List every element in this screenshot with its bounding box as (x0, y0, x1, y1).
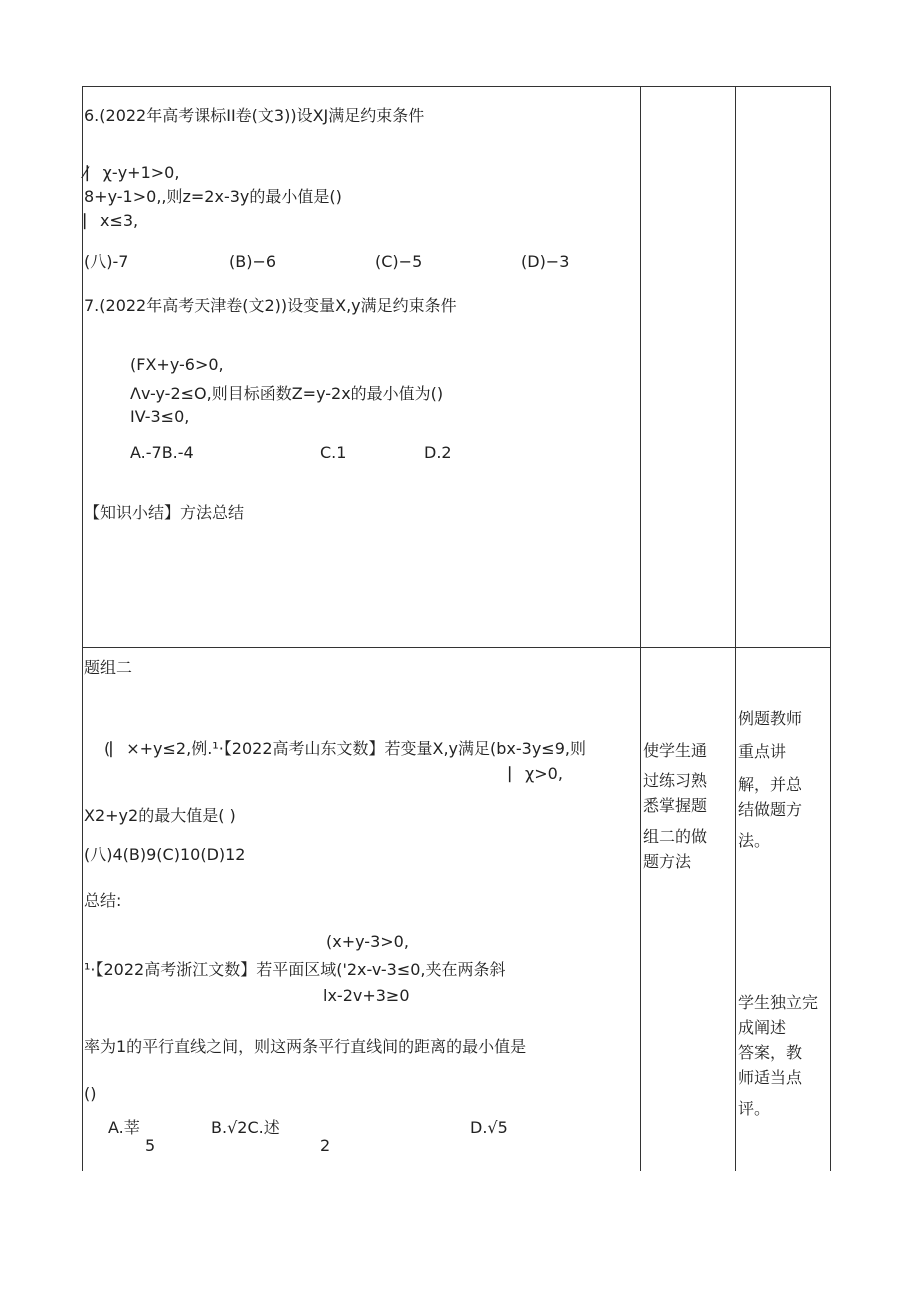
example-2-question: 率为1的平行直线之间，则这两条平行直线间的距离的最小值是 (84, 1037, 527, 1056)
example-2-option-bc: B.√2C.述 (211, 1118, 280, 1137)
q6-constraint-2: 8+y-1>0,,则z=2x-3y的最小值是() (84, 187, 342, 206)
example-1-line: (⎸×+y≤2,例.¹·【2022高考山东文数】若变量X,y满足(bx-3y≤9,则 (104, 739, 586, 758)
q6-constraint-1: ⁄⎸χ-y+1>0, (84, 163, 180, 182)
purpose-line: 使学生通 (643, 741, 708, 760)
purpose-line: 组二的做 (643, 827, 708, 846)
table-col-divider-1 (640, 86, 641, 1171)
table-col-divider-2 (735, 86, 736, 1171)
q7-option-d: D.2 (424, 443, 452, 462)
q6-constraint-3: ⎸x≤3, (84, 211, 139, 230)
example-2-option-bc-sub: 2 (320, 1136, 331, 1155)
teacher-note-line: 法。 (738, 831, 771, 850)
q7-constraint-3: IV-3≤0, (130, 407, 190, 426)
teacher-note-line: 例题教师 (738, 709, 803, 728)
table-left-border (82, 86, 83, 1171)
q6-title: 6.(2022年高考课标II卷(文3))设XJ满足约束条件 (84, 106, 425, 125)
q6-option-a: (八)-7 (84, 252, 129, 271)
teacher-note-line: 解，并总 (738, 775, 803, 794)
example-1-question: X2+y2的最大值是( ) (84, 806, 236, 825)
q7-option-ab: A.-7B.-4 (130, 443, 194, 462)
q6-option-b: (B)−6 (229, 252, 277, 271)
example-2-option-a-sub: 5 (145, 1136, 156, 1155)
example-1-constraint: ⎸χ>0, (509, 764, 563, 783)
example-2-line: ¹·【2022高考浙江文数】若平面区域('2x-v-3≤0,夹在两条斜 (84, 960, 506, 979)
table-right-border (830, 86, 831, 1171)
student-note-line: 成阐述 (738, 1018, 787, 1037)
student-note-line: 答案，教 (738, 1043, 803, 1062)
purpose-note (643, 738, 733, 874)
example-2-constraint-1: (x+y-3>0, (326, 932, 409, 951)
summary-label: 总结: (84, 891, 122, 910)
example-1-options: (八)4(B)9(C)10(D)12 (84, 845, 246, 864)
example-2-constraint-3: lx-2v+3≥0 (323, 986, 410, 1005)
example-2-option-d: D.√5 (470, 1118, 508, 1137)
teacher-note-line: 重点讲 (738, 742, 787, 761)
student-note-line: 学生独立完 (738, 993, 819, 1012)
purpose-line: 过练习熟 (643, 771, 708, 790)
table-row-divider (82, 647, 831, 648)
purpose-line: 悉掌握题 (643, 796, 708, 815)
knowledge-summary-heading: 【知识小结】方法总结 (84, 503, 245, 522)
q7-option-c: C.1 (320, 443, 347, 462)
student-note-line: 师适当点 (738, 1068, 803, 1087)
teacher-note (738, 706, 828, 853)
q7-title: 7.(2022年高考天津卷(文2))设变量X,y满足约束条件 (84, 296, 457, 315)
table-top-border (82, 86, 831, 87)
q7-constraint-2: Λv-y-2≤O,则目标函数Z=y-2x的最小值为() (130, 384, 444, 403)
student-note-line: 评。 (738, 1099, 771, 1118)
example-2-option-a: A.莘 (108, 1118, 140, 1137)
student-note (738, 990, 828, 1121)
group-two-title: 题组二 (84, 658, 133, 677)
purpose-line: 题方法 (643, 852, 692, 871)
teacher-note-line: 结做题方 (738, 800, 803, 819)
q6-option-c: (C)−5 (375, 252, 423, 271)
q7-constraint-1: (FX+y-6>0, (130, 355, 224, 374)
q6-option-d: (D)−3 (521, 252, 570, 271)
example-2-paren: () (84, 1084, 97, 1103)
